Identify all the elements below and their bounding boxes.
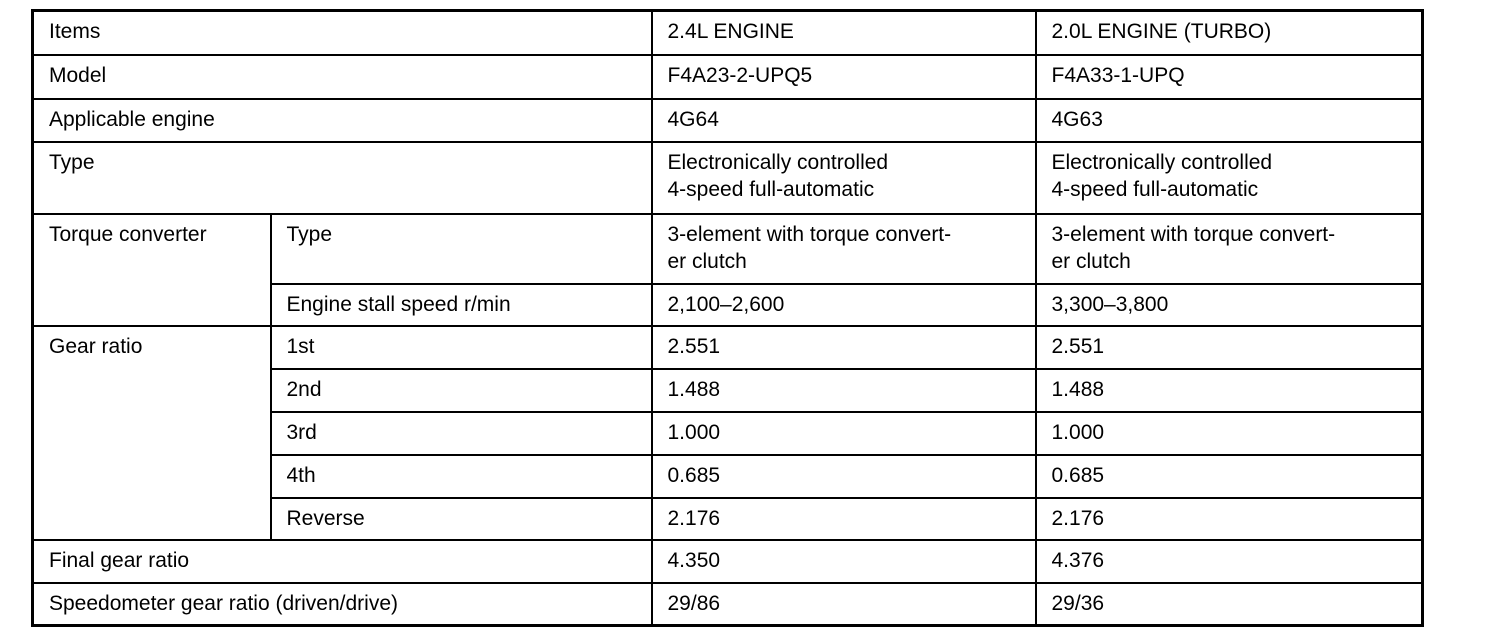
type-label: Type bbox=[33, 142, 652, 214]
engine-stall-speed-20l-value: 3,300–3,800 bbox=[1036, 284, 1423, 326]
model-24l-value: F4A23-2-UPQ5 bbox=[652, 55, 1036, 99]
spec-table bbox=[31, 9, 1424, 627]
model-20l-value: F4A33-1-UPQ bbox=[1036, 55, 1423, 99]
gear-label: 1st bbox=[271, 326, 652, 369]
model-label: Model bbox=[33, 55, 652, 99]
type-20l-value: Electronically controlled 4-speed full-automatic bbox=[1036, 142, 1423, 214]
gear-24l-value: 1.000 bbox=[652, 412, 1036, 455]
applicable-engine-20l-value: 4G63 bbox=[1036, 99, 1423, 142]
final-gear-ratio-row bbox=[33, 540, 1423, 583]
gear-ratio-row bbox=[33, 326, 1423, 369]
engine-20l-header: 2.0L ENGINE (TURBO) bbox=[1036, 11, 1423, 55]
speedometer-gear-ratio-20l-value: 29/36 bbox=[1036, 583, 1423, 626]
applicable-engine-label: Applicable engine bbox=[33, 99, 652, 142]
gear-label: Reverse bbox=[271, 498, 652, 540]
speedometer-gear-ratio-row bbox=[33, 583, 1423, 626]
applicable-engine-24l-value: 4G64 bbox=[652, 99, 1036, 142]
gear-24l-value: 2.551 bbox=[652, 326, 1036, 369]
gear-20l-value: 1.000 bbox=[1036, 412, 1423, 455]
gear-label: 2nd bbox=[271, 369, 652, 412]
final-gear-ratio-label: Final gear ratio bbox=[33, 540, 652, 583]
speedometer-gear-ratio-24l-value: 29/86 bbox=[652, 583, 1036, 626]
gear-label: 4th bbox=[271, 455, 652, 498]
gear-20l-value: 2.176 bbox=[1036, 498, 1423, 540]
type-row bbox=[33, 142, 1423, 214]
torque-converter-type-label: Type bbox=[271, 214, 652, 284]
speedometer-gear-ratio-label: Speedometer gear ratio (driven/drive) bbox=[33, 583, 652, 626]
gear-20l-value: 2.551 bbox=[1036, 326, 1423, 369]
model-row bbox=[33, 55, 1423, 99]
header-row bbox=[33, 11, 1423, 55]
engine-24l-header: 2.4L ENGINE bbox=[652, 11, 1036, 55]
gear-20l-value: 1.488 bbox=[1036, 369, 1423, 412]
gear-24l-value: 0.685 bbox=[652, 455, 1036, 498]
torque-converter-type-20l-value: 3-element with torque convert- er clutch bbox=[1036, 214, 1423, 284]
gear-ratio-label: Gear ratio bbox=[33, 326, 271, 540]
torque-converter-type-24l-value: 3-element with torque convert- er clutch bbox=[652, 214, 1036, 284]
final-gear-ratio-24l-value: 4.350 bbox=[652, 540, 1036, 583]
gear-24l-value: 1.488 bbox=[652, 369, 1036, 412]
torque-converter-type-row bbox=[33, 214, 1423, 284]
gear-label: 3rd bbox=[271, 412, 652, 455]
engine-stall-speed-label: Engine stall speed r/min bbox=[271, 284, 652, 326]
torque-converter-label: Torque converter bbox=[33, 214, 271, 326]
engine-stall-speed-24l-value: 2,100–2,600 bbox=[652, 284, 1036, 326]
type-24l-value: Electronically controlled 4-speed full-automatic bbox=[652, 142, 1036, 214]
gear-24l-value: 2.176 bbox=[652, 498, 1036, 540]
final-gear-ratio-20l-value: 4.376 bbox=[1036, 540, 1423, 583]
applicable-engine-row bbox=[33, 99, 1423, 142]
gear-20l-value: 0.685 bbox=[1036, 455, 1423, 498]
items-header: Items bbox=[33, 11, 652, 55]
